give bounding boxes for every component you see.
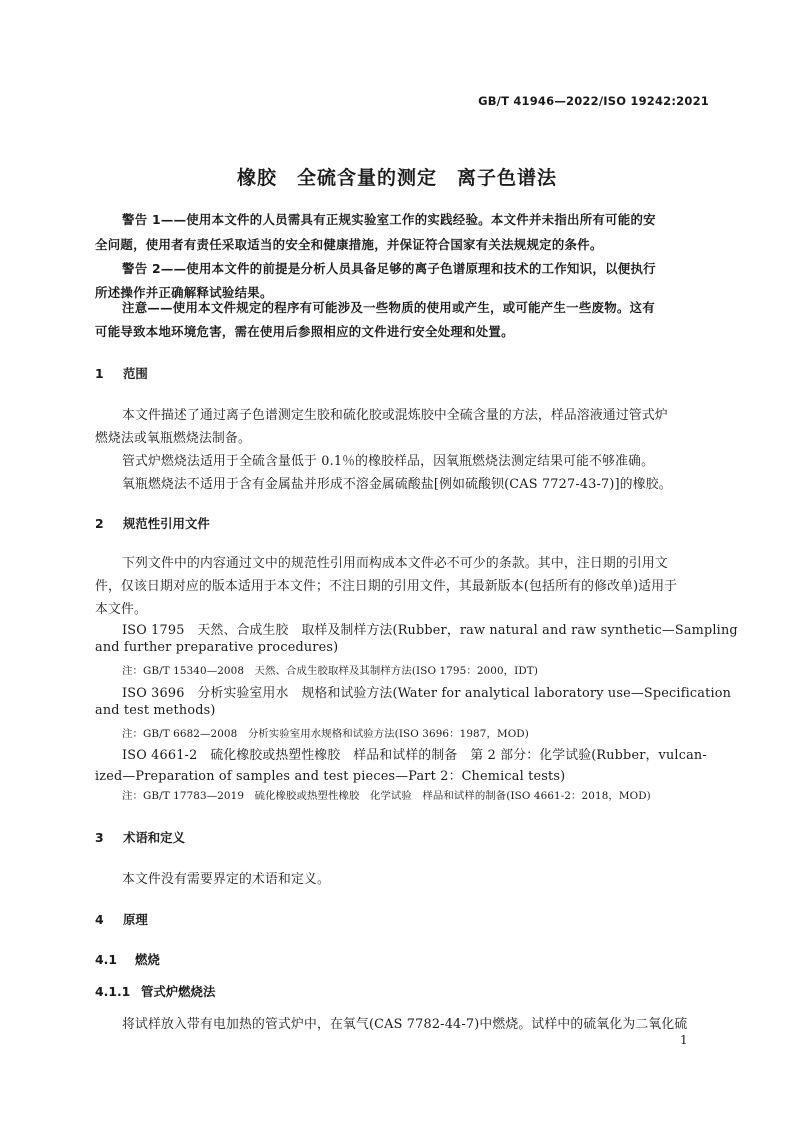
ref-iso-3696-line-2: and test methods) [95,703,216,718]
warning-2-line-2: 所述操作并正确解释试验结果。 [95,285,273,300]
section-1-para-1-line-2: 燃烧法或氧瓶燃烧法制备。 [95,431,251,446]
document-title: 橡胶 全硫含量的测定 离子色谱法 [236,167,557,189]
ref-iso-1795-line-2: and further preparative procedures) [95,640,339,655]
section-2-title: 规范性引用文件 [123,516,210,531]
section-1-para-2: 管式炉燃烧法适用于全硫含量低于 0.1％的橡胶样品，因氧瓶燃烧法测定结果可能不够准确。 [122,454,655,469]
ref-iso-3696-line-1: ISO 3696 分析实验室用水 规格和试验方法(Water for analytical laboratory use—Specification [122,686,732,701]
section-4-number: 4 [95,912,104,927]
section-2-intro-line-2: 件，仅该日期对应的版本适用于本文件；不注日期的引用文件，其最新版本(包括所有的修改单)适用于 [95,579,678,594]
warning-2-line-1: 警告 2——使用本文件的前提是分析人员具备足够的离子色谱原理和技术的工作知识，以便执行 [122,261,656,276]
caution-line-2: 可能导致本地环境危害，需在使用后参照相应的文件进行安全处理和处置。 [95,324,514,339]
section-4-title: 原理 [123,912,148,927]
section-4-1-1-number: 4.1.1 [95,984,131,999]
section-4-1-1-title: 管式炉燃烧法 [141,984,216,999]
caution-line-1: 注意——使用本文件规定的程序有可能涉及一些物质的使用或产生，或可能产生一些废物。这有 [122,300,656,315]
section-2-intro-line-1: 下列文件中的内容通过文中的规范性引用而构成本文件必不可少的条款。其中，注日期的引用文 [122,556,668,571]
ref-iso-4661-2-line-1: ISO 4661-2 硫化橡胶或热塑性橡胶 样品和试样的制备 第 2 部分：化学试验(Rubber，vulcan- [122,748,707,763]
ref-iso-3696-note: 注：GB/T 6682—2008 分析实验室用水规格和试验方法(ISO 3696：1987，MOD) [122,728,529,740]
section-1-number: 1 [95,366,104,381]
section-4-1-heading [95,950,160,968]
section-3-heading [95,828,185,846]
section-1-title: 范围 [123,366,148,381]
section-4-1-number: 4.1 [95,952,117,967]
section-1-para-1-line-1: 本文件描述了通过离子色谱测定生胶和硫化胶或混炼胶中全硫含量的方法，样品溶液通过管式炉 [122,408,668,423]
section-3-text: 本文件没有需要界定的术语和定义。 [122,872,330,887]
ref-iso-4661-2-note: 注：GB/T 17783—2019 硫化橡胶或热塑性橡胶 化学试验 样品和试样的制备(ISO 4661-2：2018，MOD) [122,790,651,802]
section-2-heading [95,514,210,532]
ref-iso-4661-2-line-2: ized—Preparation of samples and test pieces—Part 2：Chemical tests) [95,769,566,784]
section-2-intro-line-3: 本文件。 [95,602,147,617]
ref-iso-1795-note: 注：GB/T 15340—2008 天然、合成生胶取样及其制样方法(ISO 1795：2000，IDT) [122,665,538,677]
section-3-title: 术语和定义 [123,830,185,845]
section-2-number: 2 [95,516,104,531]
warning-1-line-1: 警告 1——使用本文件的人员需具有正规实验室工作的实践经验。本文件并未指出所有可能的安 [122,212,656,227]
section-4-heading [95,910,148,928]
section-1-heading [95,364,148,382]
section-4-1-title: 燃烧 [135,952,160,967]
section-1-para-3: 氧瓶燃烧法不适用于含有金属盐并形成不溶金属硫酸盐[例如硫酸钡(CAS 7727-43-7)]的橡胶。 [122,477,672,492]
page-number: 1 [680,1033,688,1047]
standard-code-header: GB/T 41946—2022/ISO 19242:2021 [478,94,709,108]
warning-1-line-2: 全问题，使用者有责任采取适当的安全和健康措施，并保证符合国家有关法规规定的条件。 [95,237,603,252]
section-3-number: 3 [95,830,104,845]
ref-iso-1795-line-1: ISO 1795 天然、合成生胶 取样及制样方法(Rubber，raw natural and raw synthetic—Sampling [122,623,738,638]
section-4-1-1-heading [95,982,215,1000]
section-4-1-1-text: 将试样放入带有电加热的管式炉中，在氧气(CAS 7782-44-7)中燃烧。试样中的硫氧化为二氧化硫 [122,1017,688,1032]
